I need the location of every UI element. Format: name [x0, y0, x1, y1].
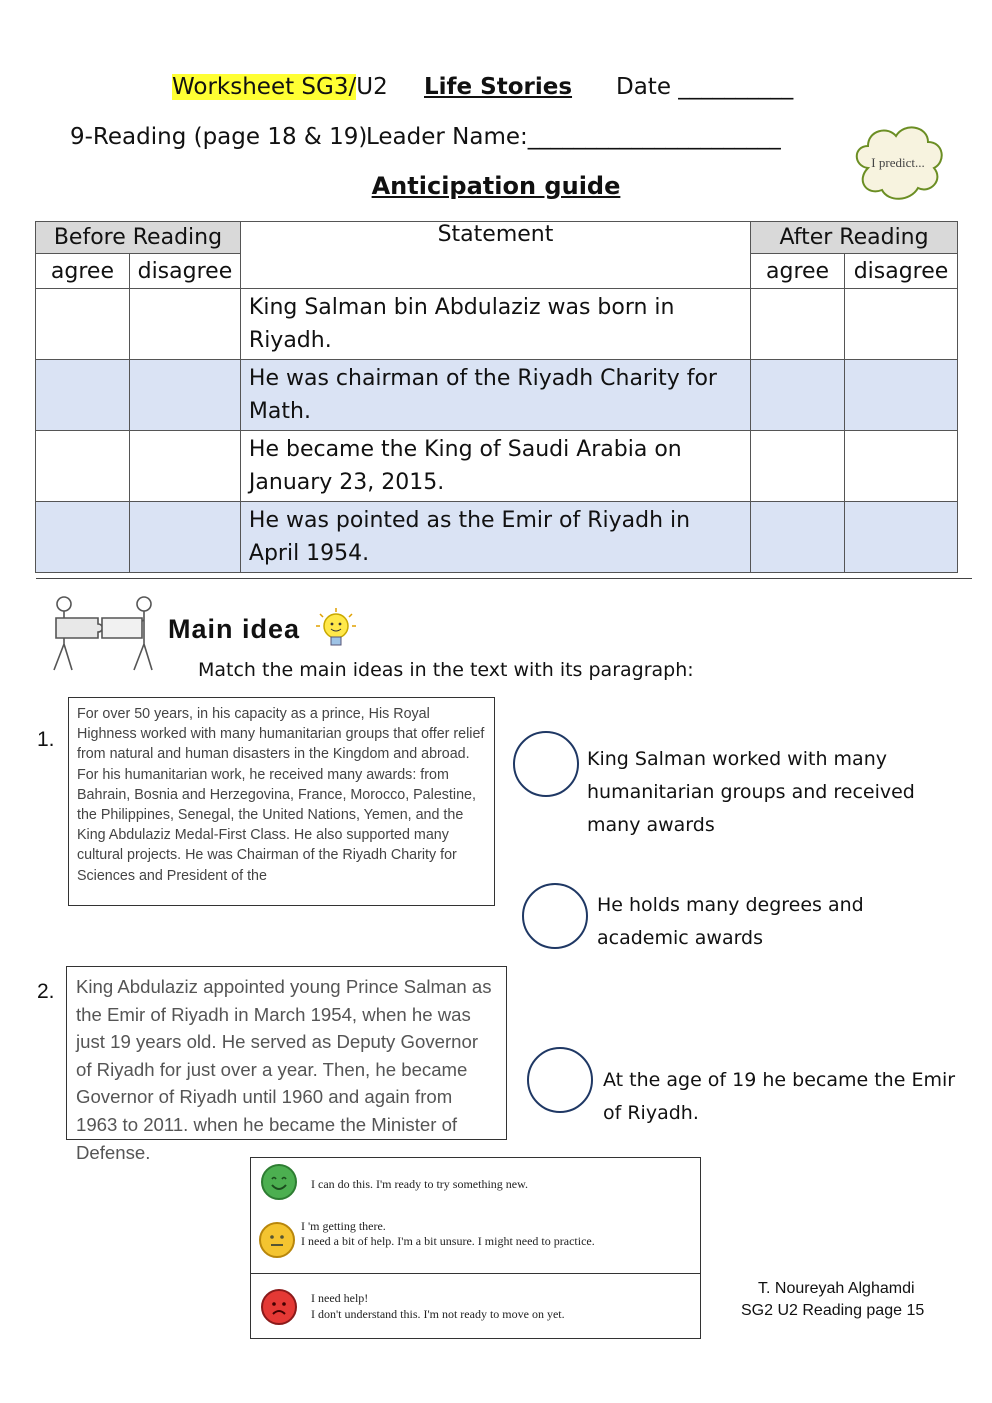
date-field[interactable]: Date __________ — [616, 74, 794, 100]
table-row — [36, 431, 958, 502]
main-idea-option: King Salman worked with many humanitarian groups and received many awards — [587, 748, 915, 836]
match-circle[interactable] — [522, 883, 588, 949]
after-agree-cell[interactable] — [751, 431, 845, 502]
yellow-statement-2: I need a bit of help. I'm a bit unsure. I might need to practice. — [301, 1234, 595, 1248]
table-row — [36, 360, 958, 431]
main-idea-option: He holds many degrees and academic awards — [597, 894, 864, 949]
leader-name-field[interactable]: Leader Name:______________________ — [366, 124, 781, 150]
match-circle[interactable] — [513, 731, 579, 797]
match-instruction: Match the main ideas in the text with its paragraph: — [198, 659, 694, 681]
after-agree-cell[interactable] — [751, 502, 845, 573]
before-disagree-cell[interactable] — [129, 431, 240, 502]
after-disagree-header: disagree — [845, 254, 958, 289]
worksheet-label — [172, 74, 388, 100]
worksheet-code: Worksheet SG3/ — [172, 74, 357, 100]
anticipation-table — [35, 221, 958, 573]
after-agree-cell[interactable] — [751, 289, 845, 360]
guide-heading: Anticipation guide — [371, 172, 621, 200]
before-reading-header: Before Reading — [36, 222, 241, 254]
statement-cell: He became the King of Saudi Arabia on January 23, 2015. — [240, 431, 750, 502]
green-statement: I can do this. I'm ready to try something new. — [311, 1177, 529, 1191]
before-agree-cell[interactable] — [36, 431, 130, 502]
table-row — [36, 289, 958, 360]
predict-text: I predict... — [871, 155, 925, 170]
before-agree-cell[interactable] — [36, 289, 130, 360]
after-reading-header: After Reading — [751, 222, 958, 254]
self-assessment-box — [250, 1157, 701, 1339]
before-disagree-cell[interactable] — [129, 360, 240, 431]
statement-cell: He was pointed as the Emir of Riyadh in April 1954. — [240, 502, 750, 573]
paragraph-number: 1. — [37, 728, 55, 751]
statement-cell: He was chairman of the Riyadh Charity for Math. — [240, 360, 750, 431]
sad-face-icon[interactable] — [261, 1289, 297, 1325]
match-circle[interactable] — [527, 1047, 593, 1113]
main-idea-option: At the age of 19 he became the Emir of Riyadh. — [603, 1069, 956, 1124]
paragraph-box: King Abdulaziz appointed young Prince Salman as the Emir of Riyadh in March 1954, when he was just 19 years old. He served as Deputy Governor of Riyadh for just over a year. Then, he became Governor of Riyadh until 1960 and again from 1963 to 2011. when he became the Minister of Defense. — [66, 966, 507, 1140]
before-agree-header: agree — [36, 254, 130, 289]
unit-code: U2 — [356, 74, 388, 100]
neutral-face-icon[interactable] — [259, 1222, 295, 1258]
after-disagree-cell[interactable] — [845, 431, 958, 502]
after-agree-header: agree — [751, 254, 845, 289]
reading-label: 9-Reading (page 18 & 19) — [70, 124, 368, 150]
lightbulb-icon — [314, 606, 360, 654]
before-agree-cell[interactable] — [36, 502, 130, 573]
after-disagree-cell[interactable] — [845, 502, 958, 573]
after-disagree-cell[interactable] — [845, 289, 958, 360]
footer-author: T. Noureyah Alghamdi — [758, 1280, 915, 1297]
yellow-statement-1: I 'm getting there. — [301, 1219, 386, 1233]
footer-reference: SG2 U2 Reading page 15 — [741, 1302, 925, 1319]
main-idea-banner: Main idea — [168, 614, 301, 644]
happy-face-icon[interactable] — [261, 1164, 297, 1200]
statement-cell: King Salman bin Abdulaziz was born in Riyadh. — [240, 289, 750, 360]
section-divider — [36, 578, 972, 579]
before-disagree-header: disagree — [129, 254, 240, 289]
page-title: Life Stories — [424, 74, 573, 100]
paragraph-box: For over 50 years, in his capacity as a prince, His Royal Highness worked with many humanitarian groups that offer relief from natural and human disasters in the Kingdom and abroad. For his humanitarian work, he received many awards: from Bahrain, Bosnia and Herzegovina, France, Morocco, Palestine, the Philippines, Senegal, the United Nations, Yemen, and the King Abdulaziz Medal-First Class. He also supported many cultural projects. He was Chairman of the Riyadh Charity for Sciences and President of the — [68, 697, 495, 906]
before-disagree-cell[interactable] — [129, 289, 240, 360]
red-statement-2: I don't understand this. I'm not ready to move on yet. — [311, 1307, 565, 1321]
puzzle-people-icon — [42, 592, 162, 680]
after-agree-cell[interactable] — [751, 360, 845, 431]
red-statement-1: I need help! — [311, 1291, 369, 1305]
table-row — [36, 502, 958, 573]
before-disagree-cell[interactable] — [129, 502, 240, 573]
statement-header: Statement — [240, 222, 750, 289]
paragraph-number: 2. — [37, 980, 55, 1003]
after-disagree-cell[interactable] — [845, 360, 958, 431]
before-agree-cell[interactable] — [36, 360, 130, 431]
